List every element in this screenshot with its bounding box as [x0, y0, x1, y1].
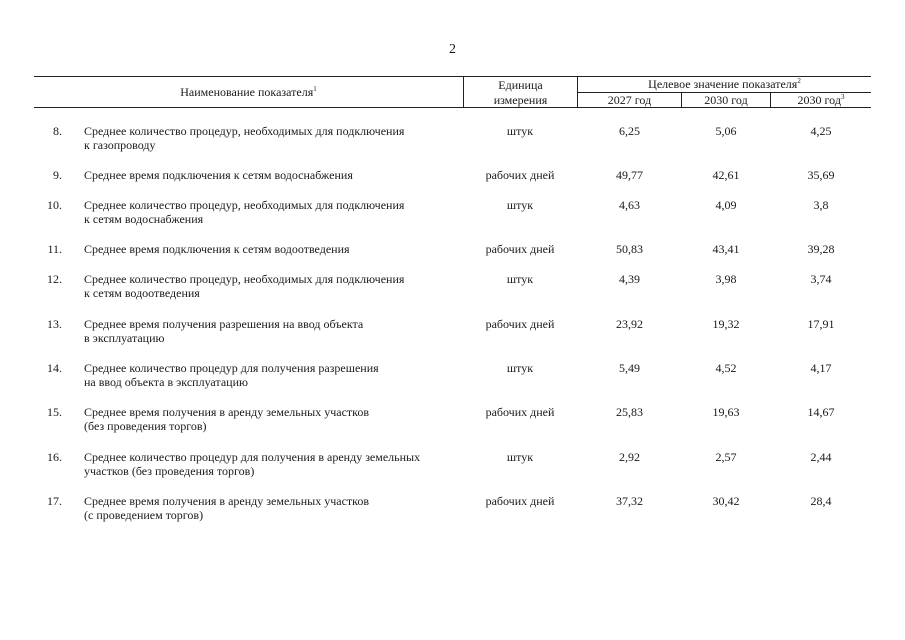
header-year-2030-alt: 2030 год$^3$ [797, 93, 845, 107]
row-unit: штук [506, 450, 534, 464]
row-value-2030: 30,42 [712, 494, 740, 508]
row-number: 12. [47, 272, 62, 286]
row-value-2030: 4,09 [715, 198, 737, 212]
row-value-2030: 42,61 [712, 168, 740, 182]
row-value-2027: 2,92 [619, 450, 640, 464]
row-indicator-name: Среднее время получения в аренду земельных участков (без проведения торгов) [84, 405, 370, 433]
row-number: 17. [47, 494, 62, 508]
row-value-2030-alt: 35,69 [807, 168, 835, 182]
row-indicator-name: Среднее количество процедур для получения разрешения на ввод объекта в эксплуатацию [84, 361, 379, 389]
header-unit-line2: измерения [493, 93, 548, 107]
row-indicator-name: Среднее количество процедур, необходимых для подключения к сетям водоотведения [84, 272, 405, 300]
row-value-2030: 4,52 [715, 361, 737, 375]
row-value-2027: 4,63 [619, 198, 640, 212]
header-unit-line1: Единица [498, 78, 543, 92]
row-number: 16. [47, 450, 62, 464]
row-number: 13. [47, 317, 62, 331]
row-value-2030: 2,57 [715, 450, 737, 464]
row-number: 8. [53, 124, 62, 138]
row-value-2030-alt: 2,44 [810, 450, 832, 464]
row-indicator-name: Среднее время подключения к сетям водоотведения [84, 242, 350, 256]
row-value-2030-alt: 4,17 [810, 361, 832, 375]
header-target: Целевое значение показателя$^2$ [648, 77, 801, 91]
row-unit: рабочих дней [485, 405, 555, 419]
row-value-2027: 23,92 [616, 317, 643, 331]
row-number: 10. [47, 198, 62, 212]
row-value-2030-alt: 17,91 [807, 317, 835, 331]
row-value-2030-alt: 14,67 [807, 405, 835, 419]
header-bottom-rule [34, 107, 871, 108]
row-value-2030-alt: 3,8 [813, 198, 829, 212]
row-unit: рабочих дней [485, 494, 555, 508]
page-number: 2 [449, 42, 456, 57]
row-indicator-name: Среднее время получения в аренду земельных участков (с проведением торгов) [84, 494, 370, 522]
row-unit: рабочих дней [485, 242, 555, 256]
row-number: 14. [47, 361, 62, 375]
row-indicator-name: Среднее количество процедур для получения в аренду земельных участков (без проведения торгов) [84, 450, 421, 478]
row-value-2030: 43,41 [712, 242, 740, 256]
row-value-2027: 4,39 [619, 272, 640, 286]
row-unit: штук [506, 124, 534, 138]
row-value-2027: 25,83 [616, 405, 643, 419]
row-value-2030: 5,06 [715, 124, 737, 138]
row-value-2030-alt: 28,4 [810, 494, 832, 508]
row-number: 11. [47, 242, 62, 256]
row-value-2027: 50,83 [616, 242, 643, 256]
row-unit: штук [506, 198, 534, 212]
row-unit: штук [506, 272, 534, 286]
header-year-2027: 2027 год [607, 93, 652, 107]
row-value-2030: 19,32 [712, 317, 740, 331]
row-indicator-name: Среднее количество процедур, необходимых для подключения к газопроводу [84, 124, 405, 152]
row-value-2030-alt: 39,28 [807, 242, 835, 256]
row-value-2027: 5,49 [619, 361, 640, 375]
row-value-2027: 49,77 [616, 168, 643, 182]
row-value-2030: 19,63 [712, 405, 740, 419]
row-unit: штук [506, 361, 534, 375]
row-unit: рабочих дней [485, 168, 555, 182]
header-year-2030: 2030 год [704, 93, 748, 107]
header-name: Наименование показателя$^1$ [180, 85, 317, 99]
row-indicator-name: Среднее время получения разрешения на ввод объекта в эксплуатацию [84, 317, 364, 345]
row-number: 9. [53, 168, 62, 182]
row-value-2030-alt: 4,25 [810, 124, 832, 138]
row-value-2027: 6,25 [619, 124, 640, 138]
row-value-2027: 37,32 [616, 494, 643, 508]
row-indicator-name: Среднее время подключения к сетям водоснабжения [84, 168, 353, 182]
row-unit: рабочих дней [485, 317, 555, 331]
row-value-2030-alt: 3,74 [810, 272, 832, 286]
row-number: 15. [47, 405, 62, 419]
row-indicator-name: Среднее количество процедур, необходимых для подключения к сетям водоснабжения [84, 198, 405, 226]
row-value-2030: 3,98 [715, 272, 737, 286]
